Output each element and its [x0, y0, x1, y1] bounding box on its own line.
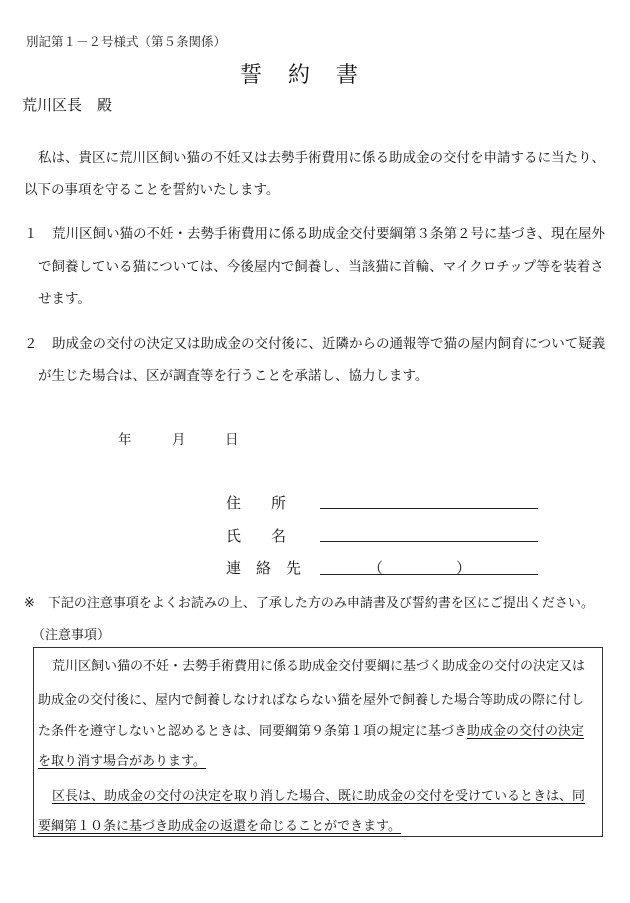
address-label: 住 所 [226, 494, 287, 512]
notes-p1-line-4: を取り消す場合があります。 [38, 754, 206, 769]
notes-p2-line-2: 要綱第１０条に基づき助成金の返還を命じることができます。 [38, 819, 401, 834]
notes-p1-line-3-underlined: 助成金の交付の決定 [467, 724, 585, 739]
name-label: 氏 名 [226, 527, 287, 545]
name-field-line[interactable] [320, 541, 538, 542]
address-field-line[interactable] [320, 508, 538, 509]
notes-heading: （注意事項） [32, 628, 111, 643]
item-1-line-2: で飼養している猫については、今後屋内で飼養し、当該猫に首輪、マイクロチップ等を装着さ [38, 259, 604, 275]
item-1-line-1: 荒川区飼い猫の不妊・去勢手術費用に係る助成金交付要綱第３条第２号に基づき、現在屋外 [52, 226, 605, 242]
date-day: 日 [225, 432, 239, 448]
submission-note: ※ 下記の注意事項をよくお読みの上、了承した方のみ申請書及び誓約書を区にご提出ください。 [24, 596, 594, 611]
item-1-number: １ [24, 226, 38, 242]
notes-box [33, 647, 603, 837]
item-1-line-3: せます。 [38, 291, 91, 307]
contact-paren-close: ） [456, 559, 472, 577]
date-year: 年 [118, 432, 132, 448]
notes-p1-line-3 [38, 720, 584, 739]
document-title: 誓 約 書 [239, 63, 360, 88]
form-number: 別記第１－２号様式（第５条関係） [26, 34, 227, 49]
contact-field-line[interactable] [320, 574, 538, 575]
item-2-line-2: が生じた場合は、区が調査等を行うことを承諾し、協力します。 [38, 368, 429, 384]
item-2-number: ２ [24, 336, 38, 352]
notes-p1-line-1: 荒川区飼い猫の不妊・去勢手術費用に係る助成金交付要綱に基づく助成金の交付の決定又は [52, 659, 586, 674]
addressee: 荒川区長 殿 [22, 96, 113, 114]
notes-p2-line-1: 区長は、助成金の交付の決定を取り消した場合、既に助成金の交付を受けているときは、同 [52, 789, 586, 804]
notes-p1-line-3-plain: た条件を遵守しないと認めるときは、同要綱第９条第１項の規定に基づき [38, 724, 468, 739]
intro-line-1: 私は、貴区に荒川区飼い猫の不妊又は去勢手術費用に係る助成金の交付を申請するに当たり、 [38, 150, 605, 166]
intro-line-2: 以下の事項を守ることを誓約いたします。 [24, 182, 280, 198]
contact-label: 連 絡 先 [226, 559, 302, 577]
date-month: 月 [172, 432, 186, 448]
notes-p1-line-2: 助成金の交付後に、屋内で飼養しなければならない猫を屋外で飼養した場合等助成の際に付し [38, 693, 585, 708]
item-2-line-1: 助成金の交付の決定又は助成金の交付後に、近隣からの通報等で猫の屋内飼育について疑義 [52, 336, 606, 352]
contact-paren-open: （ [368, 559, 384, 577]
